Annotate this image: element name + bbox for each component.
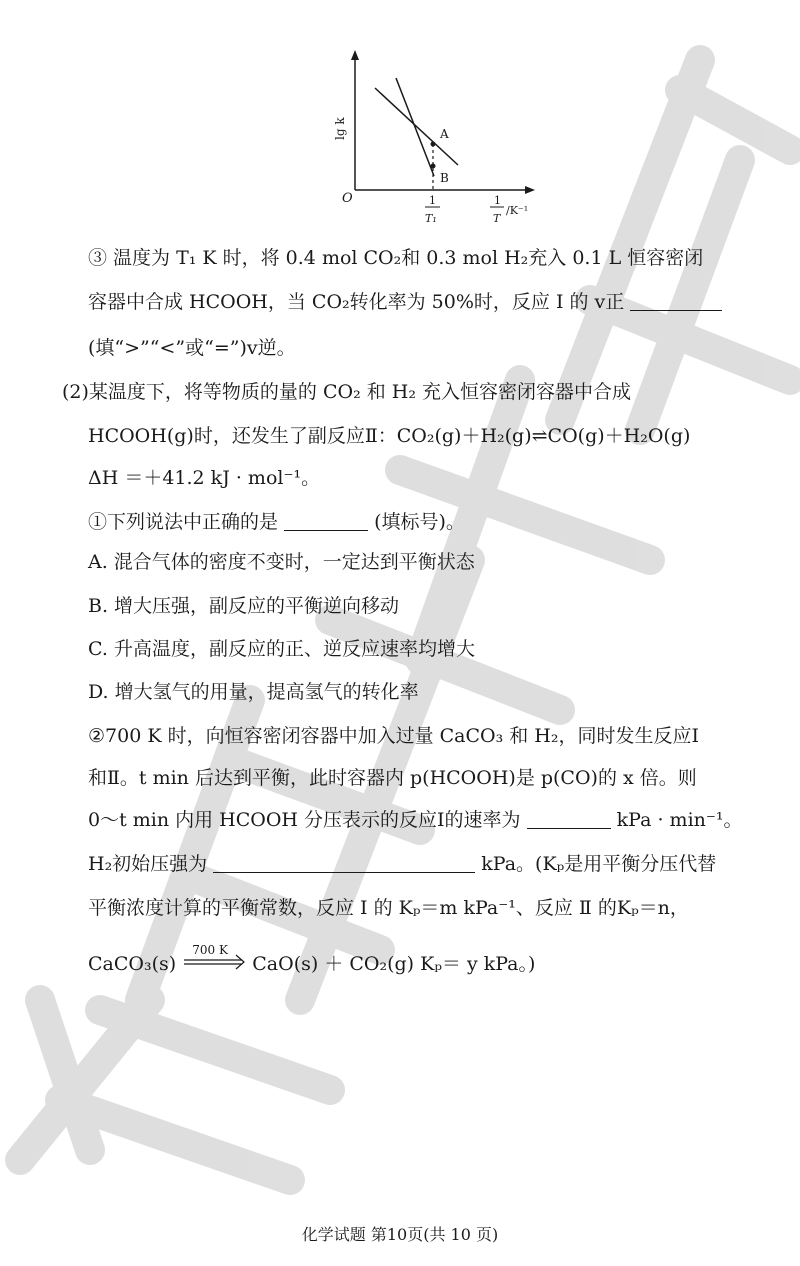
point-b-dot: [431, 164, 436, 169]
p2-q1-tail: (填标号)。: [374, 511, 465, 533]
reaction-arrow-label: 700 K: [192, 943, 228, 957]
x-axis-den: T: [493, 212, 501, 225]
x-axis-arrow: [525, 186, 535, 194]
y-axis-arrow: [351, 50, 359, 60]
option-d: D. 增大氢气的用量，提高氢气的转化率: [88, 681, 419, 703]
p2-line2: HCOOH(g)时，还发生了副反应Ⅱ：CO₂(g)＋H₂(g)⇌CO(g)＋H₂O(g): [88, 425, 691, 447]
x-axis-num: 1: [494, 194, 501, 207]
p2-q2-line3b: kPa · min⁻¹。: [616, 809, 743, 831]
p2-q1-text: ①下列说法中正确的是: [88, 511, 279, 533]
point-a-dot: [431, 142, 436, 147]
option-b: B. 增大压强，副反应的平衡逆向移动: [88, 595, 400, 617]
origin-label: O: [342, 191, 353, 206]
q3-line1: ③ 温度为 T₁ K 时，将 0.4 mol CO₂和 0.3 mol H₂充入 0.1 L 恒容密闭: [88, 247, 704, 269]
p2-q2-line4b: kPa。(Kₚ是用平衡分压代替: [481, 853, 717, 875]
option-a: A. 混合气体的密度不变时，一定达到平衡状态: [88, 551, 475, 573]
page-footer: 化学试题 第10页(共 10 页): [301, 1225, 499, 1244]
answer-blank-1[interactable]: [630, 290, 722, 311]
p2-q2-line3: [88, 806, 743, 834]
p2-q2-line3a: 0～t min 内用 HCOOH 分压表示的反应Ⅰ的速率为: [88, 809, 521, 831]
line-2: [396, 78, 434, 176]
p2-q2-line1: ②700 K 时，向恒容密闭容器中加入过量 CaCO₃ 和 H₂，同时发生反应Ⅰ: [88, 725, 699, 747]
answer-blank-2[interactable]: [284, 510, 368, 531]
p2-q2-line6: [88, 943, 536, 978]
p2-line3: ΔH ＝＋41.2 kJ · mol⁻¹。: [88, 467, 321, 489]
x-tick-num: 1: [429, 194, 436, 207]
x-axis-unit: /K⁻¹: [506, 204, 529, 217]
y-axis-label: lg k: [333, 117, 347, 140]
x-tick-den: T₁: [425, 212, 437, 225]
p2-q1: [88, 508, 465, 536]
point-b-label: B: [440, 171, 449, 185]
answer-blank-3[interactable]: [527, 808, 611, 829]
point-a-label: A: [440, 127, 449, 141]
lgk-vs-inverse-t-graph: [330, 40, 550, 240]
q3-line2-text: 容器中合成 HCOOH，当 CO₂转化率为 50%时，反应 Ⅰ 的 v正: [88, 291, 625, 313]
p2-line1: (2)某温度下，将等物质的量的 CO₂ 和 H₂ 充入恒容密闭容器中合成: [62, 381, 631, 403]
option-c: C. 升高温度，副反应的正、逆反应速率均增大: [88, 638, 475, 660]
p2-q2-line4: [88, 850, 716, 878]
q3-line2: [88, 288, 722, 316]
p2-q2-line2: 和Ⅱ。t min 后达到平衡，此时容器内 p(HCOOH)是 p(CO)的 x 倍。则: [88, 767, 697, 789]
p2-q2-line5: 平衡浓度计算的平衡常数，反应 Ⅰ 的 Kₚ＝m kPa⁻¹、反应 Ⅱ 的Kₚ＝n，: [88, 897, 689, 919]
p2-q2-line4a: H₂初始压强为: [88, 853, 208, 875]
p2-q2-line6b: CaO(s) ＋ CO₂(g) Kₚ＝ y kPa。): [252, 953, 536, 975]
answer-blank-4[interactable]: [213, 852, 475, 873]
reaction-arrow: [182, 943, 246, 972]
p2-q2-line6a: CaCO₃(s): [88, 953, 177, 975]
q3-line3: (填“>”“<”或“=”)v逆。: [88, 337, 296, 359]
